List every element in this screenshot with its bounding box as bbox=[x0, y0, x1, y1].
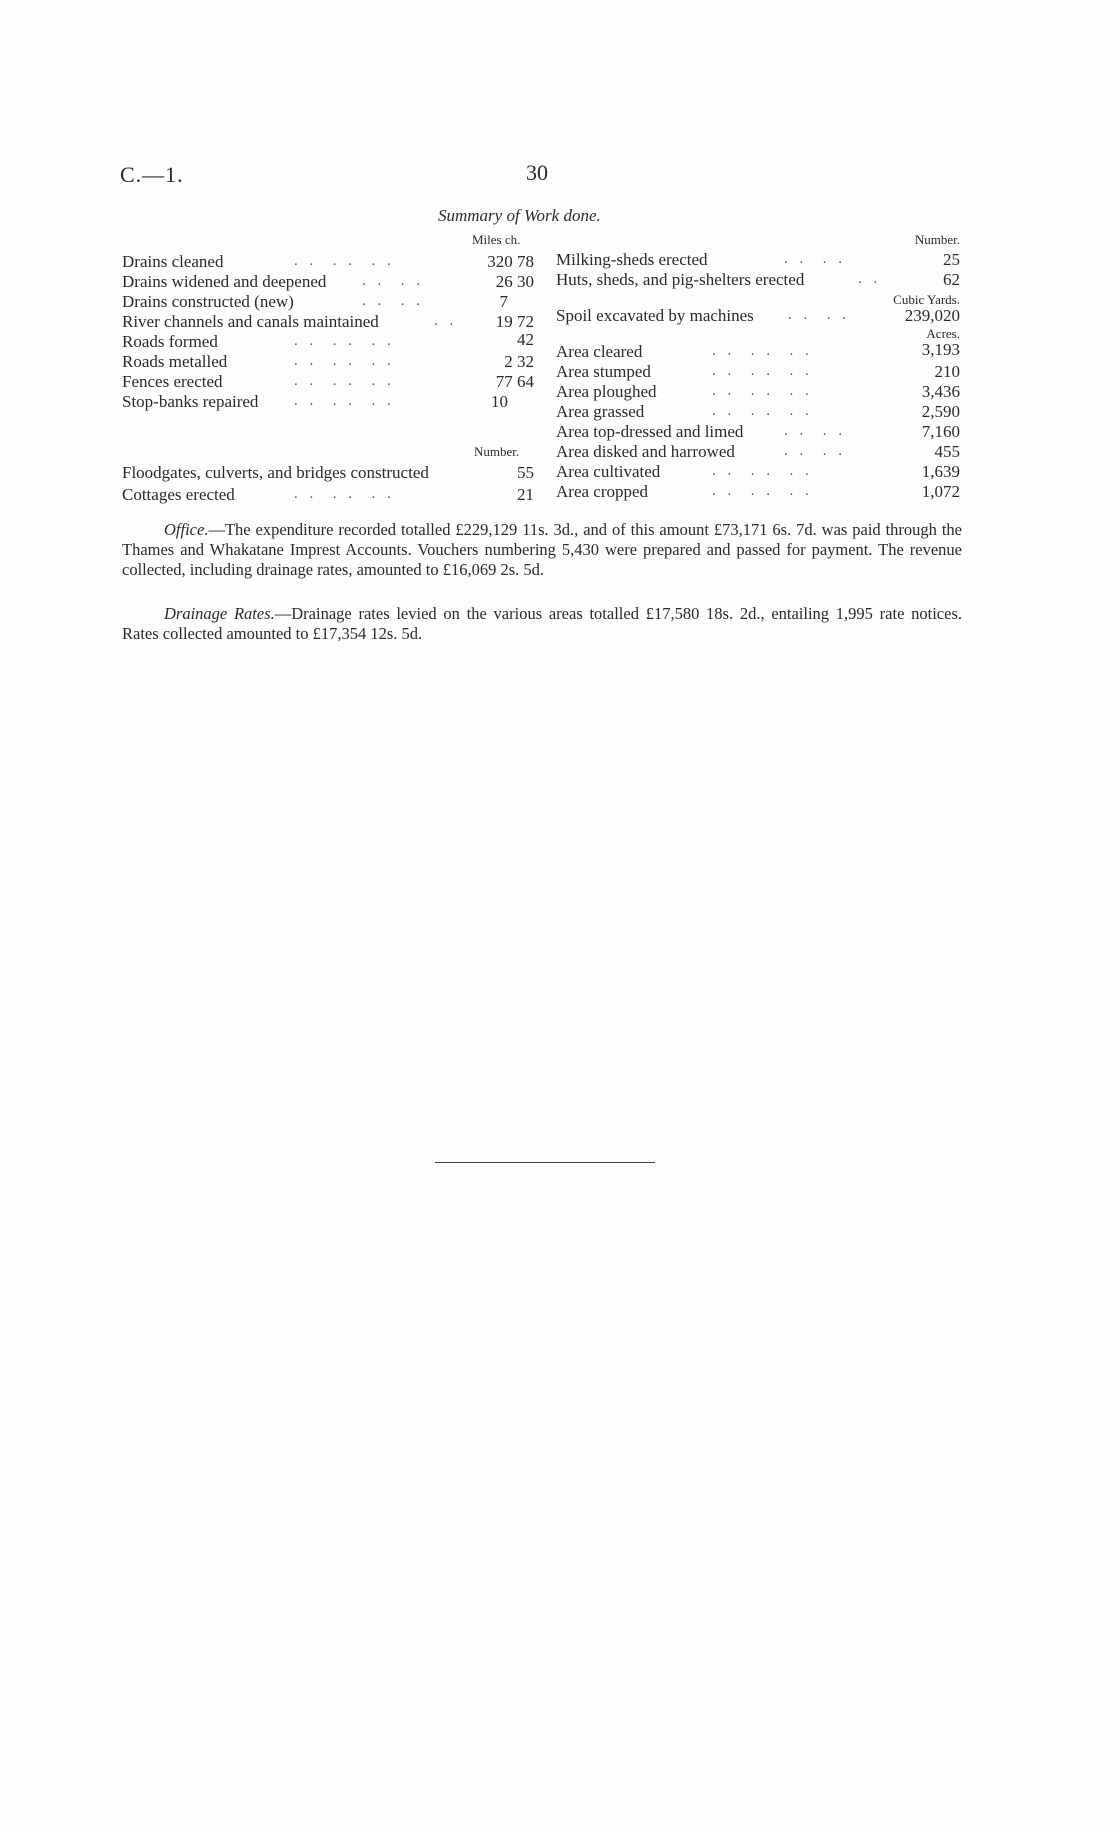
dot-leader: . . . . . . bbox=[712, 363, 813, 379]
right-row-value: 455 bbox=[934, 442, 960, 461]
summary-title: Summary of Work done. bbox=[438, 206, 601, 225]
right-acres-header: Acres. bbox=[926, 326, 960, 341]
drainage-text: —Drainage rates levied on the various areas totalled £17,580 18s. 2d., entailing 1,995 rate notices. Rates collected amounted to £17,354 12s. 5d. bbox=[122, 604, 962, 643]
right-row-value: 3,193 bbox=[921, 340, 960, 359]
dot-leader: . . . . bbox=[788, 307, 850, 323]
dot-leader: . . . . bbox=[784, 423, 846, 439]
left-number-header: Number. bbox=[474, 444, 520, 459]
left-row-label: Drains widened and deepened bbox=[122, 272, 327, 291]
right-row-label: Area ploughed bbox=[556, 382, 657, 401]
right-row-label: Milking-sheds erected bbox=[556, 250, 708, 269]
page-number: 30 bbox=[526, 160, 548, 185]
left-row-value: 19 72 bbox=[495, 312, 534, 331]
right-row-value: 25 bbox=[943, 250, 960, 269]
left-row-label: Drains cleaned bbox=[122, 252, 224, 271]
dot-leader: . . . . . . bbox=[712, 383, 813, 399]
dot-leader: . . . . bbox=[784, 251, 846, 267]
right-row-label: Area cultivated bbox=[556, 462, 661, 481]
dot-leader: . . bbox=[858, 271, 882, 287]
right-row-value: 2,590 bbox=[921, 402, 960, 421]
dot-leader: . . . . . . bbox=[294, 253, 395, 269]
right-row-value: 62 bbox=[943, 270, 960, 289]
left-row-value: 26 30 bbox=[495, 272, 534, 291]
dot-leader: . . . . bbox=[362, 293, 424, 309]
closing-rule bbox=[435, 1162, 655, 1163]
left-row-value: 7 bbox=[499, 292, 508, 311]
dot-leader: . . . . bbox=[784, 443, 846, 459]
right-row-label: Spoil excavated by machines bbox=[556, 306, 754, 325]
drainage-paragraph bbox=[122, 604, 962, 644]
right-row-value: 3,436 bbox=[921, 382, 960, 401]
office-heading: Office. bbox=[164, 520, 209, 539]
right-row-label: Area grassed bbox=[556, 402, 645, 421]
left-row-label: Fences erected bbox=[122, 372, 223, 391]
right-row-label: Huts, sheds, and pig-shelters erected bbox=[556, 270, 805, 289]
right-row-label: Area stumped bbox=[556, 362, 651, 381]
right-row-value: 7,160 bbox=[921, 422, 960, 441]
left-row-value: 21 bbox=[517, 485, 534, 504]
right-row-label: Area cleared bbox=[556, 342, 643, 361]
left-unit-header: Miles ch. bbox=[472, 232, 521, 247]
dot-leader: . . . . . . bbox=[294, 333, 395, 349]
right-row-label: Area top-dressed and limed bbox=[556, 422, 744, 441]
left-row-value: 42 bbox=[517, 330, 534, 349]
right-row-value: 239,020 bbox=[904, 306, 960, 325]
right-row-value: 210 bbox=[934, 362, 960, 381]
right-row-value: 1,072 bbox=[921, 482, 960, 501]
dot-leader: . . . . . . bbox=[294, 353, 395, 369]
dot-leader: . . . . . . bbox=[294, 486, 395, 502]
left-row-label: River channels and canals maintained bbox=[122, 312, 379, 331]
office-paragraph bbox=[122, 520, 962, 580]
left-row-value: 77 64 bbox=[495, 372, 534, 391]
left-row-label: Drains constructed (new) bbox=[122, 292, 294, 311]
dot-leader: . . . . bbox=[362, 273, 424, 289]
dot-leader: . . . . . . bbox=[712, 343, 813, 359]
dot-leader: . . bbox=[434, 313, 458, 329]
left-row-label: Cottages erected bbox=[122, 485, 235, 504]
document-reference: C.—1. bbox=[120, 162, 184, 187]
drainage-heading: Drainage Rates. bbox=[164, 604, 275, 623]
dot-leader: . . . . . . bbox=[712, 403, 813, 419]
left-row-label: Stop-banks repaired bbox=[122, 392, 259, 411]
right-cubic-header: Cubic Yards. bbox=[893, 292, 960, 307]
right-row-label: Area cropped bbox=[556, 482, 649, 501]
left-row-label: Floodgates, culverts, and bridges constructed bbox=[122, 463, 429, 482]
dot-leader: . . . . . . bbox=[712, 463, 813, 479]
left-row-label: Roads formed bbox=[122, 332, 218, 351]
left-row-value: 10 bbox=[491, 392, 508, 411]
office-text: —The expenditure recorded totalled £229,129 11s. 3d., and of this amount £73,171 6s. 7d. was paid through the Thames and Whakatane Imprest Accounts. Vouchers numbering 5,430 were prepared and passed for payment. The revenue collected, including drainage rates, amounted to £16,069 2s. 5d. bbox=[122, 520, 962, 579]
left-row-value: 320 78 bbox=[487, 252, 534, 271]
right-row-value: 1,639 bbox=[921, 462, 960, 481]
dot-leader: . . . . . . bbox=[712, 483, 813, 499]
dot-leader: . . . . . . bbox=[294, 373, 395, 389]
right-row-label: Area disked and harrowed bbox=[556, 442, 735, 461]
left-row-value: 55 bbox=[517, 463, 534, 482]
left-row-value: 2 32 bbox=[504, 352, 534, 371]
right-number-header: Number. bbox=[914, 232, 960, 247]
dot-leader: . . . . . . bbox=[294, 393, 395, 409]
left-row-label: Roads metalled bbox=[122, 352, 228, 371]
